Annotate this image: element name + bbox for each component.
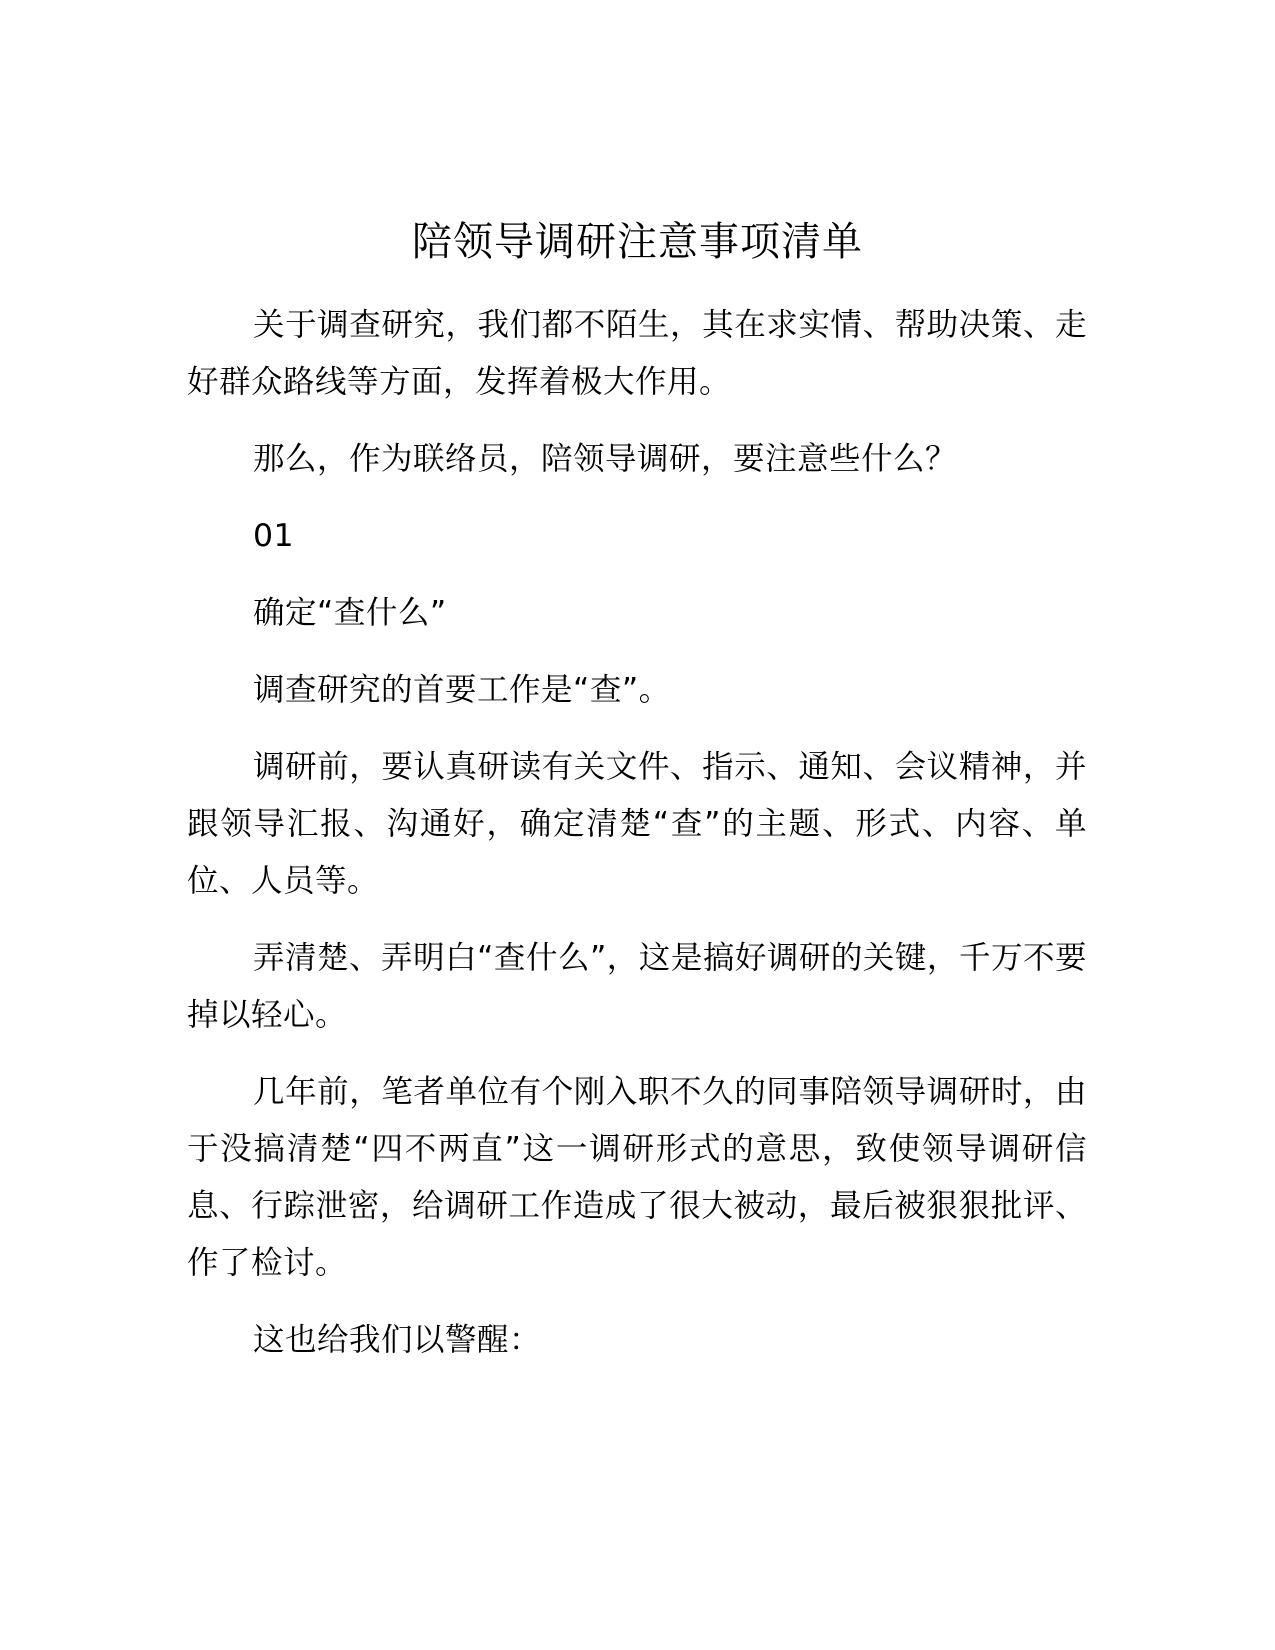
paragraph: 几年前，笔者单位有个刚入职不久的同事陪领导调研时，由于没搞清楚“四不两直”这一调研形式的意思，致使领导调研信息、行踪泄密，给调研工作造成了很大被动，最后被狠狠批评、作了检讨。 [187,1074,1087,1281]
document-body [187,297,1087,1389]
paragraph-intro: 关于调查研究，我们都不陌生，其在求实情、帮助决策、走好群众路线等方面，发挥着极大作用。 [187,307,1087,400]
paragraph: 调查研究的首要工作是“查”。 [253,672,671,708]
section-heading: 确定“查什么” [253,595,447,631]
paragraph: 调研前，要认真研读有关文件、指示、通知、会议精神，并跟领导汇报、沟通好，确定清楚“查”的主题、形式、内容、单位、人员等。 [187,749,1087,899]
paragraph: 弄清楚、弄明白“查什么”，这是搞好调研的关键，千万不要掉以轻心。 [187,940,1087,1033]
document-title: 陪领导调研注意事项清单 [412,219,863,265]
paragraph-question: 那么，作为联络员，陪领导调研，要注意些什么？ [253,441,958,477]
paragraph: 这也给我们以警醒： [253,1322,542,1358]
section-number: 01 [253,518,295,554]
